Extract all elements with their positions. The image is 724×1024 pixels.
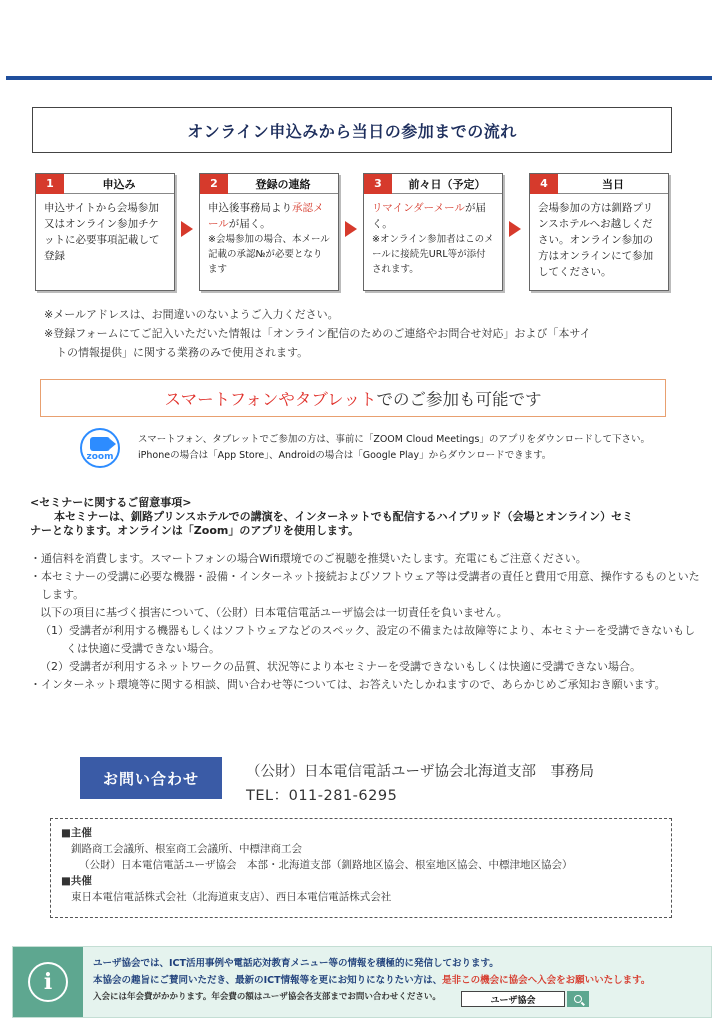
caution-item: ・インターネット環境等に関する相談、問い合わせ等については、お答えいたしかねますので、あらかじめご承知おき願います。 xyxy=(30,678,666,691)
contact-label: お問い合わせ xyxy=(80,757,222,799)
info-icon-box xyxy=(13,947,83,1017)
step-note: ※オンライン参加者はこのメールに接続先URL等が添付されます。 xyxy=(372,234,494,275)
search-icon xyxy=(574,995,582,1003)
zoom-logo-icon xyxy=(80,428,120,468)
arrow-right-icon xyxy=(345,221,357,237)
step-number: 2 xyxy=(200,174,228,194)
info-line: ユーザ協会では、ICT活用事例や電話応対教育メニュー等の情報を積極的に発信しております。 xyxy=(93,958,499,969)
info-banner xyxy=(12,946,712,1018)
smartphone-banner xyxy=(40,379,666,417)
zoom-line: スマートフォン、タブレットでご参加の方は、事前に「ZOOM Cloud Meetings」のアプリをダウンロードして下さい。 xyxy=(138,434,651,445)
registration-notes xyxy=(44,305,684,362)
step-3 xyxy=(363,173,503,291)
disclaimer-item: （2）受講者が利用するネットワークの品質、状況等により本セミナーを受講できないもしくは快適に受講できない場合。 xyxy=(40,660,641,673)
note-line: トの情報提供」に関する業務のみで使用されます。 xyxy=(56,346,309,359)
step-number: 3 xyxy=(364,174,392,194)
caution-item: ・通信料を消費します。スマートフォンの場合Wifi環境でのご視聴を推奨いたします。充電にもご注意ください。 xyxy=(30,552,587,565)
step-note: ※会場参加の場合、本メール記載の承認№が必要となります xyxy=(208,234,330,275)
step-1 xyxy=(35,173,175,291)
contact-org: （公財）日本電信電話ユーザ協会北海道支部 事務局 xyxy=(246,764,594,780)
disclaimer-item: （1）受講者が利用する機器もしくはソフトウェアなどのスペック、設定の不備または故障等により、本セミナーを受講できないもしくは快適に受講できない場合。 xyxy=(40,624,696,655)
zoom-word: zoom xyxy=(86,451,114,462)
info-line xyxy=(93,972,705,989)
zoom-instructions xyxy=(138,432,698,464)
step-title: 当日 xyxy=(602,177,624,191)
step-number: 4 xyxy=(530,174,558,194)
info-icon: i xyxy=(28,962,68,1002)
contact-tel[interactable]: TEL：011-281-6295 xyxy=(246,788,398,804)
step-highlight: リマインダーメール xyxy=(372,202,465,214)
sponsor-label: ■主催 xyxy=(61,827,92,839)
step-body xyxy=(200,194,338,283)
cosponsor-line: 東日本電信電話株式会社（北海道東支店）、西日本電信電話株式会社 xyxy=(71,891,392,903)
sponsor-line: 釧路商工会議所、根室商工会議所、中標津商工会 xyxy=(71,843,302,855)
step-2 xyxy=(199,173,339,291)
step-text: が届く。 xyxy=(372,202,486,230)
info-lines xyxy=(93,955,705,1006)
smartphone-rest: でのご参加も可能です xyxy=(376,390,542,409)
info-text: 本協会の趣旨にご賛同いただき、最新のICT情報等を更にお知りになりたい方は、 xyxy=(93,975,443,986)
video-camera-icon xyxy=(90,437,110,451)
info-highlight: 是非この機会に協会へ入会をお願いいたします。 xyxy=(442,975,651,986)
step-body: 会場参加の方は釧路プリンスホテルへお越しください。オンライン参加の方はオンラインにて参加してください。 xyxy=(538,202,654,278)
step-title: 申込み xyxy=(102,177,136,191)
step-title: 登録の連絡 xyxy=(255,177,311,191)
seminar-notice xyxy=(30,496,690,538)
cosponsor-label: ■共催 xyxy=(61,875,92,887)
step-body: 申込サイトから会場参加又はオンライン参加チケットに必要事項記載して登録 xyxy=(44,202,160,262)
step-title: 前々日（予定） xyxy=(408,177,486,191)
info-line: 入会には年会費がかかります。年会費の額はユーザ協会各支部までお問い合わせください。 xyxy=(93,992,441,1002)
step-text: が届く。 xyxy=(228,218,271,230)
smartphone-heading xyxy=(164,386,541,410)
flow-title-box xyxy=(32,107,672,153)
note-line: ※メールアドレスは、お間違いのないようご入力ください。 xyxy=(44,308,339,321)
organizers-box xyxy=(50,818,672,918)
disclaimer: 以下の項目に基づく損害について、（公財）日本電信電話ユーザ協会は一切責任を負いません。 xyxy=(40,606,508,619)
sponsor-line: （公財）日本電信電話ユーザ協会 本部・北海道支部（釧路地区協会、根室地区協会、中標津地区協会） xyxy=(79,859,573,871)
arrow-right-icon xyxy=(181,221,193,237)
seminar-line: 本セミナーは、釧路プリンスホテルでの講演を、インターネットでも配信するハイブリッド（会場とオンライン）セミ xyxy=(54,510,634,523)
seminar-heading: <セミナーに関するご留意事項> xyxy=(30,496,192,509)
search-button[interactable] xyxy=(567,991,589,1007)
step-body xyxy=(364,194,502,283)
step-4 xyxy=(529,173,669,291)
top-rule xyxy=(6,76,712,80)
note-line: ※登録フォームにてご記入いただいた情報は「オンライン配信のためのご連絡やお問合せ対応」および「本サイ xyxy=(44,327,591,340)
step-number: 1 xyxy=(36,174,64,194)
smartphone-highlight: スマートフォンやタブレット xyxy=(164,390,377,409)
seminar-cautions xyxy=(30,550,700,694)
step-highlight: 承認メール xyxy=(208,202,324,230)
zoom-line: iPhoneの場合は「App Store」、Androidの場合は「Google Play」からダウンロードできます。 xyxy=(138,450,552,461)
step-text: 申込後事務局より xyxy=(208,202,292,214)
arrow-right-icon xyxy=(509,221,521,237)
seminar-line: ナーとなります。オンラインは「Zoom」のアプリを使用します。 xyxy=(30,524,360,537)
caution-item: ・本セミナーの受講に必要な機器・設備・インターネット接続およびソフトウェア等は受講者の責任と費用で用意、操作するものといたします。 xyxy=(30,570,700,601)
flow-title: オンライン申込みから当日の参加までの流れ xyxy=(187,121,517,141)
search-box[interactable]: ユーザ協会 xyxy=(461,991,565,1007)
